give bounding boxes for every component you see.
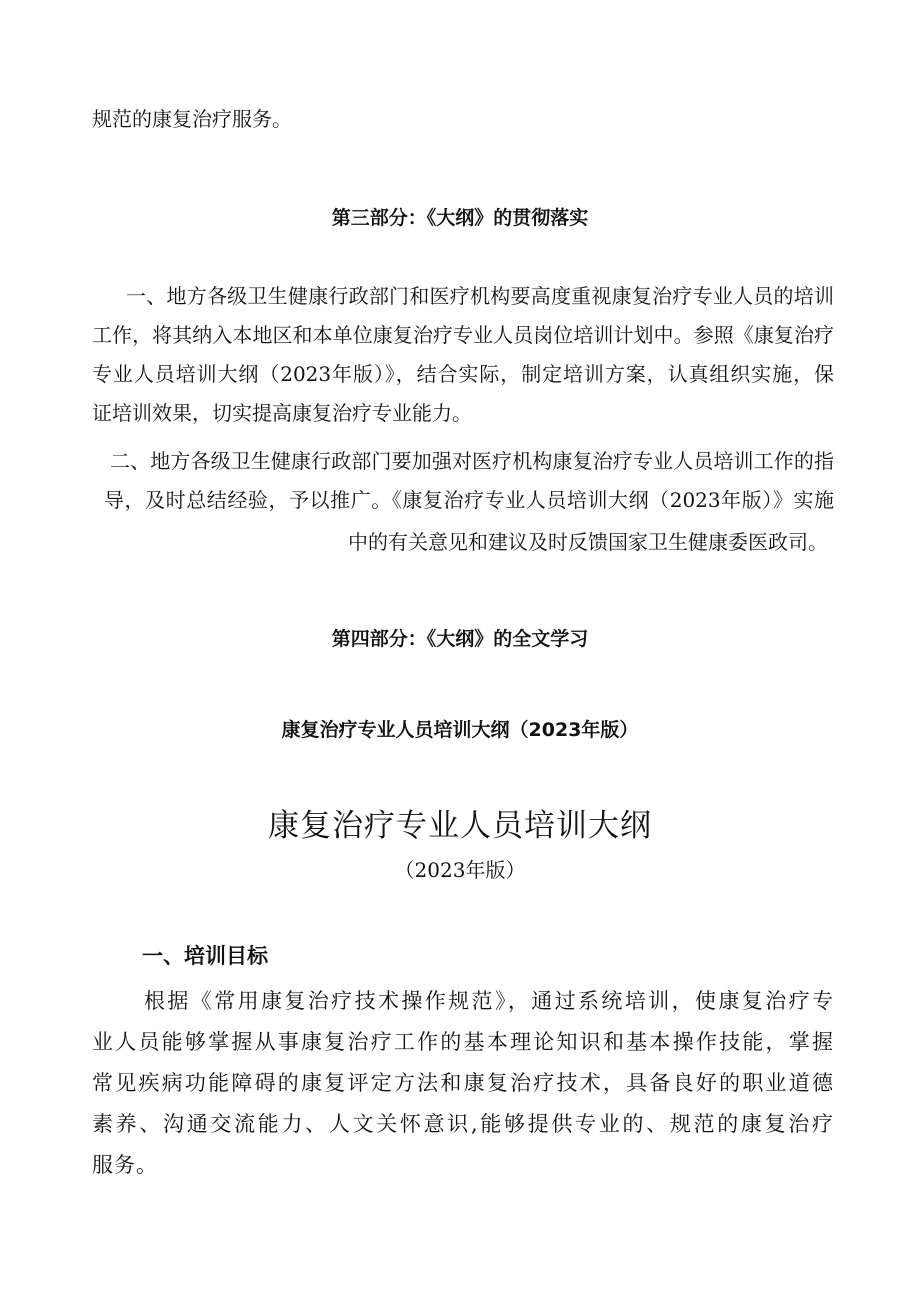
part3-heading: 第三部分：《大纲》的贯彻落实 bbox=[331, 207, 589, 229]
section1-line5: 服务。 bbox=[92, 1153, 158, 1177]
part3-para1-line2: 工作，将其纳入本地区和本单位康复治疗专业人员岗位培训计划中。参照《康复治疗 bbox=[92, 323, 834, 347]
section1-line4: 素养、沟通交流能力、人文关怀意识,能够提供专业的、规范的康复治疗 bbox=[92, 1112, 834, 1136]
document-edition: （2023年版） bbox=[394, 858, 526, 882]
section1-line2: 业人员能够掌握从事康复治疗工作的基本理论知识和基本操作技能，掌握 bbox=[92, 1030, 834, 1054]
previous-paragraph-tail: 规范的康复治疗服务。 bbox=[92, 107, 292, 131]
part3-para2-line3: 中的有关意见和建议及时反馈国家卫生健康委医政司。 bbox=[348, 530, 828, 554]
section1-line1: 根据《常用康复治疗技术操作规范》，通过系统培训，使康复治疗专 bbox=[144, 989, 834, 1013]
part3-para2-line1: 二、地方各级卫生健康行政部门要加强对医疗机构康复治疗专业人员培训工作的指 bbox=[110, 449, 834, 473]
part3-para2-line2: 导，及时总结经验，予以推广。《康复治疗专业人员培训大纲（2023年版）》实施 bbox=[104, 488, 834, 512]
section1-line3: 常见疾病功能障碍的康复评定方法和康复治疗技术，具备良好的职业道德 bbox=[92, 1071, 834, 1095]
part4-heading: 第四部分：《大纲》的全文学习 bbox=[331, 628, 589, 650]
document-title: 康复治疗专业人员培训大纲 bbox=[268, 808, 652, 844]
section1-heading: 一、培训目标 bbox=[142, 944, 268, 968]
part3-para1-line4: 证培训效果，切实提高康复治疗专业能力。 bbox=[92, 401, 472, 425]
part4-subheading: 康复治疗专业人员培训大纲（2023年版） bbox=[281, 719, 639, 741]
part3-para1-line1: 一、地方各级卫生健康行政部门和医疗机构要高度重视康复治疗专业人员的培训 bbox=[126, 284, 834, 308]
part3-para1-line3: 专业人员培训大纲（2023年版）》，结合实际，制定培训方案，认真组织实施，保 bbox=[92, 362, 834, 386]
